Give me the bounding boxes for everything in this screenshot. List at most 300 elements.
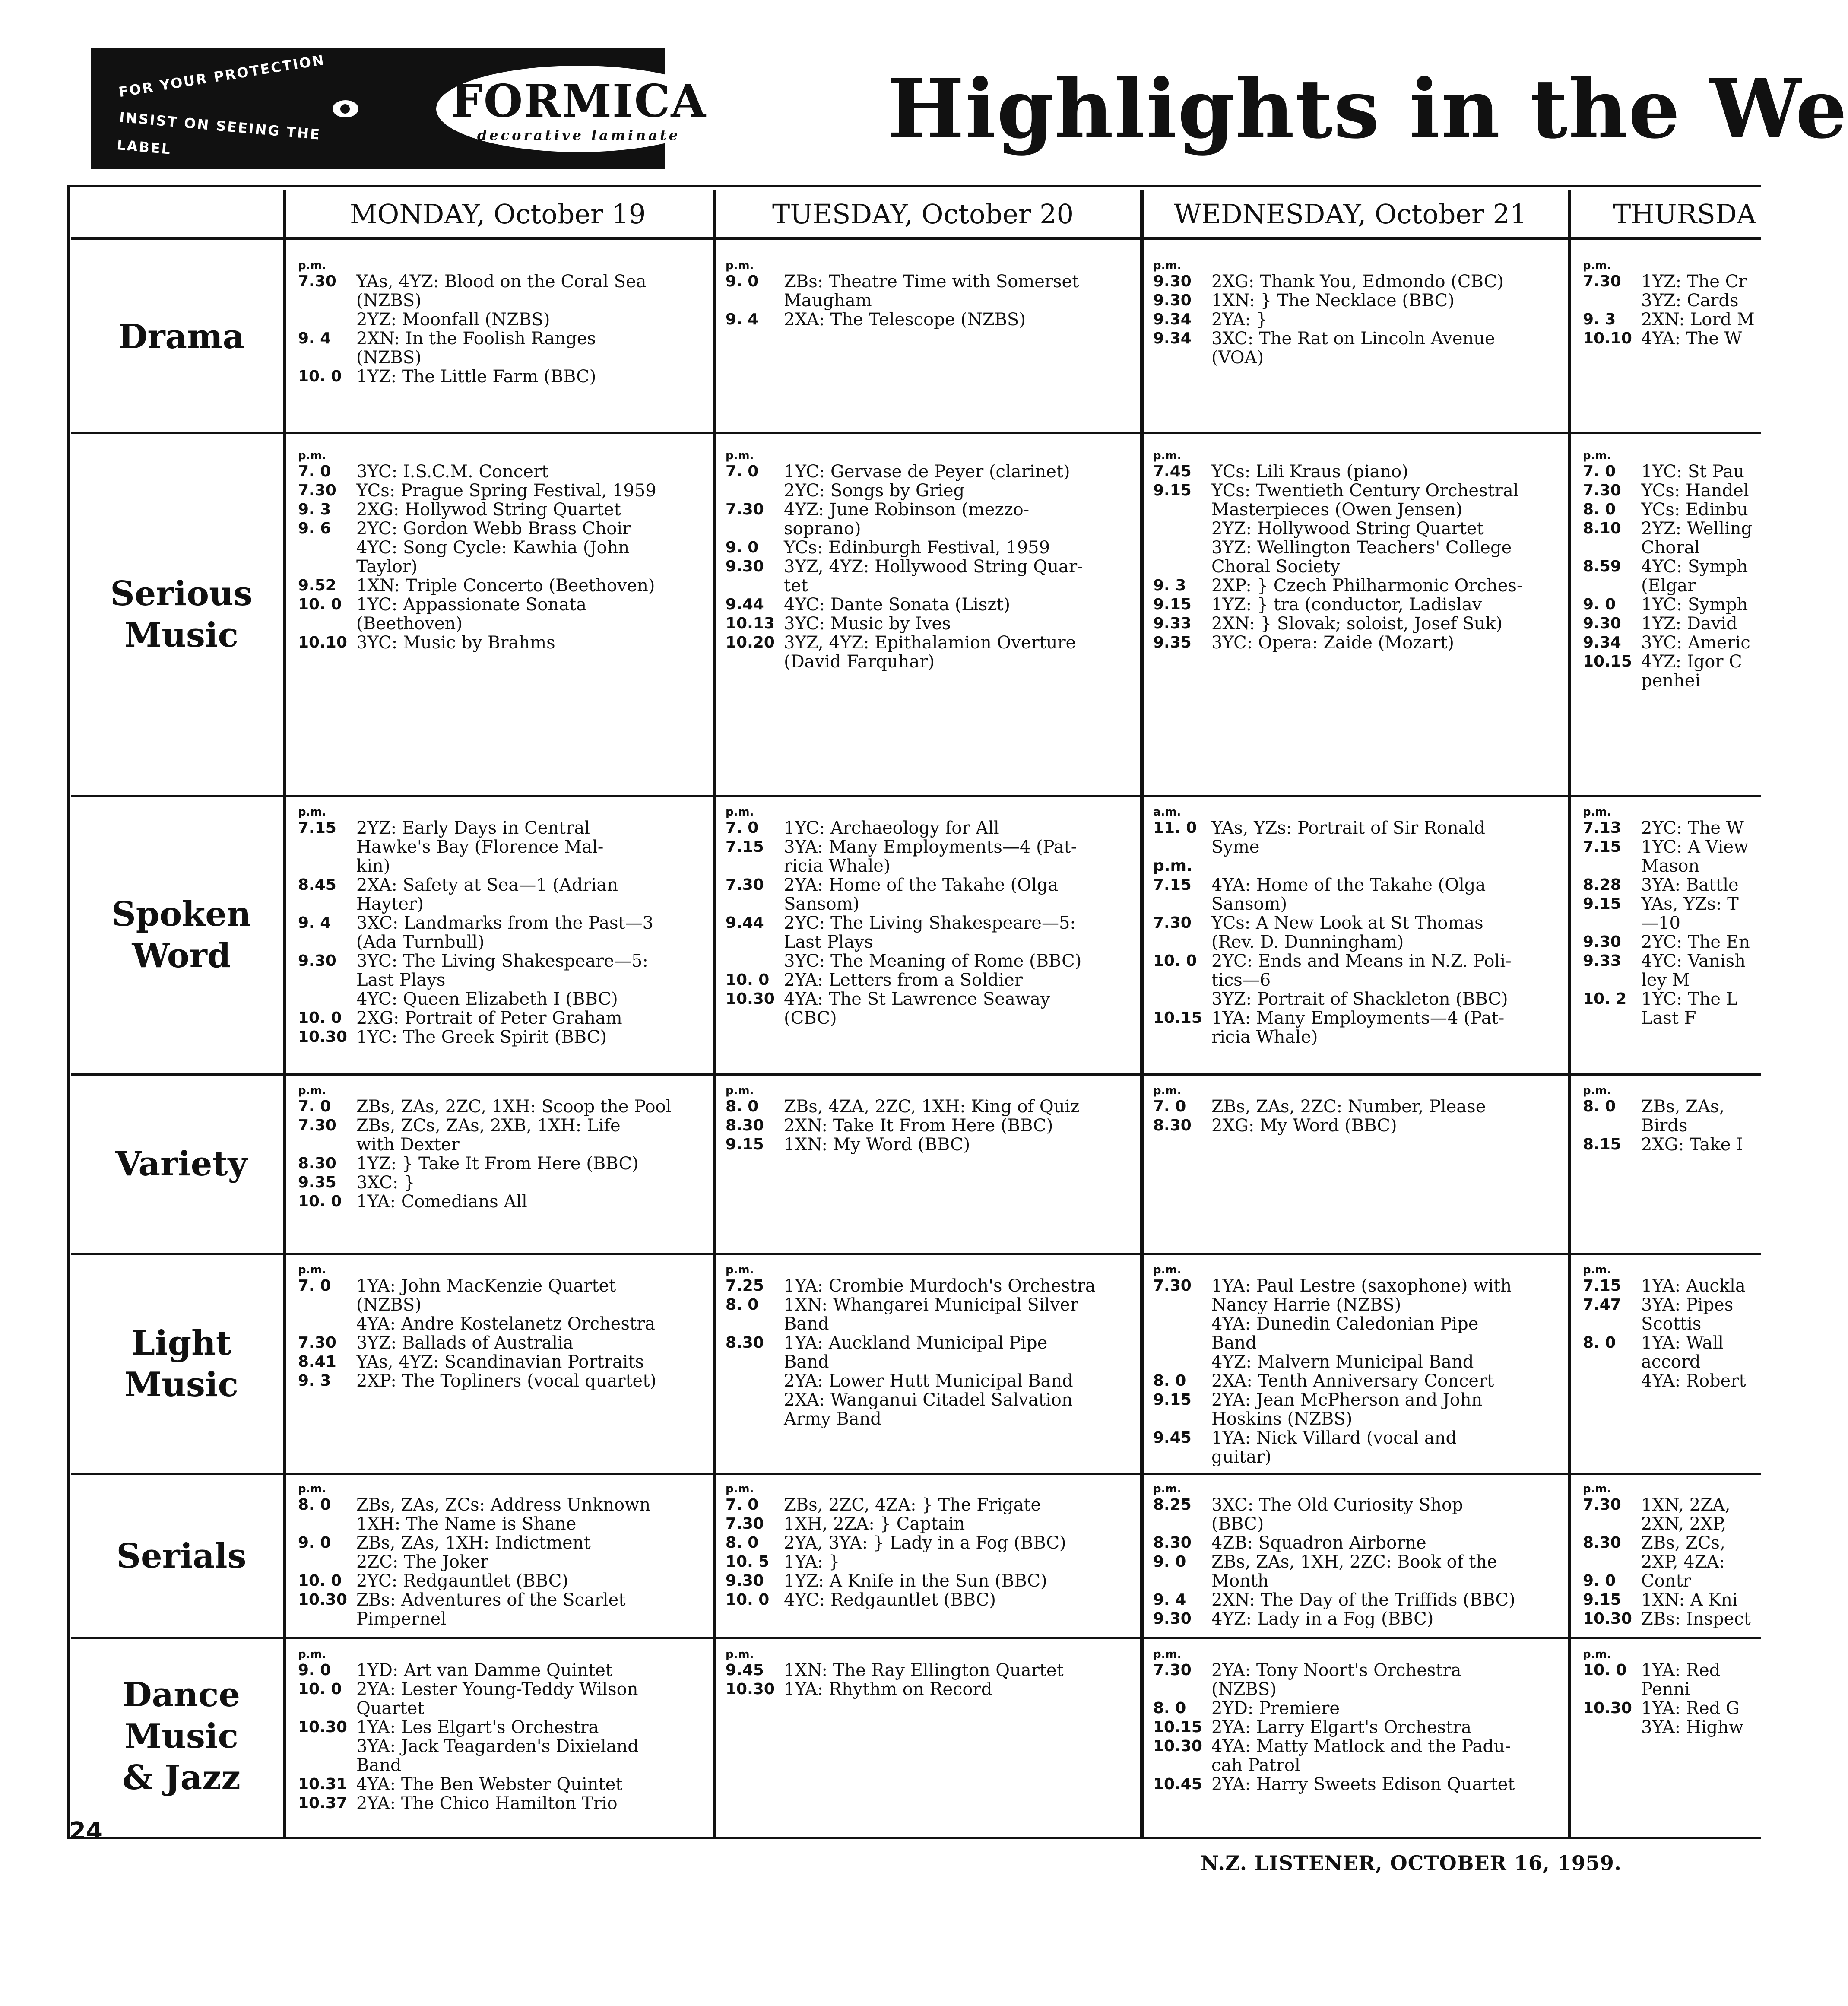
programme-title: 2YC: The En (1641, 932, 1750, 952)
programme-time: 9. 0 (298, 1534, 331, 1552)
cell-spoken-word-monday (298, 806, 710, 1065)
programme-title: 3YZ: Wellington Teachers' College Choral Society (1211, 538, 1512, 577)
programme-time: 9.30 (726, 558, 764, 575)
programme-time (298, 1737, 356, 1775)
programme-entry (298, 1097, 710, 1116)
column-divider-3 (1140, 190, 1144, 1837)
programme-title: 3YA: Highw (1641, 1717, 1744, 1737)
programme-time (1153, 990, 1211, 1009)
programme-time: 8.59 (1583, 558, 1621, 575)
programme-title: YAs, YZs: Portrait of Sir Ronald Syme (1211, 818, 1486, 857)
programme-title: 1YC: A View Mason (1641, 837, 1749, 876)
programme-title: 3YZ: Portrait of Shackleton (BBC) (1211, 989, 1508, 1009)
programme-entry (1153, 1371, 1566, 1390)
programme-time: 9.44 (726, 596, 764, 613)
programme-entry (726, 1333, 1138, 1371)
programme-time: 10.20 (726, 634, 775, 651)
programme-entry (726, 1390, 1138, 1428)
day-header-rule (71, 237, 1761, 240)
programme-time: 8.28 (1583, 876, 1621, 894)
programme-title: 2YA: The Chico Hamilton Trio (356, 1793, 618, 1813)
programme-title: 4YA: Dunedin Caledonian Pipe Band (1211, 1314, 1479, 1353)
programme-entry (1583, 1718, 1761, 1737)
programme-entry (298, 1552, 710, 1571)
programme-entry (1583, 952, 1761, 990)
programme-time: 7.30 (726, 876, 764, 894)
programme-title: 2YD: Premiere (1211, 1698, 1340, 1718)
programme-entry (1153, 1552, 1566, 1590)
programme-entry (726, 1571, 1138, 1590)
programme-title: ZBs, ZCs, 2XP, 4ZA: (1641, 1533, 1725, 1572)
time-period-marker: p.m. (298, 1263, 326, 1276)
programme-entry (726, 1514, 1138, 1533)
programme-time: 8. 0 (726, 1296, 759, 1314)
programme-time: 7. 0 (298, 1098, 331, 1115)
category-serials: Serials (116, 1536, 247, 1576)
grid-bottom-rule (67, 1837, 1761, 1839)
programme-entry (1583, 557, 1761, 595)
programme-time: 10.13 (726, 615, 775, 632)
programme-entry (1583, 310, 1761, 329)
programme-time: 10. 0 (1583, 1661, 1627, 1679)
programme-title: 1YA: John MacKenzie Quartet (NZBS) (356, 1276, 616, 1315)
programme-entry (1583, 1495, 1761, 1533)
cell-drama-thursday (1583, 259, 1761, 428)
programme-time: 9.34 (1153, 330, 1192, 347)
programme-title: 2YA: Harry Sweets Edison Quartet (1211, 1774, 1515, 1794)
formica-logo (436, 66, 721, 152)
programme-title: 1YA: Wall accord (1641, 1333, 1724, 1372)
programme-time: 7.30 (298, 482, 336, 499)
programme-entry (1153, 1590, 1566, 1609)
programme-title: 2XN: Take It From Here (BBC) (784, 1116, 1053, 1136)
cell-serials-monday (298, 1482, 710, 1634)
time-period-marker: p.m. (1153, 449, 1182, 462)
programme-time: 9. 6 (298, 520, 331, 537)
programme-time: 8. 0 (1583, 1098, 1616, 1115)
programme-title: 4YC: Redgauntlet (BBC) (784, 1590, 996, 1610)
programme-entry (726, 310, 1138, 329)
programme-title: 1XN: } The Necklace (BBC) (1211, 291, 1455, 311)
programme-title: 3YZ: Ballads of Australia (356, 1333, 574, 1353)
day-header-thursday: THURSDA (1613, 198, 1756, 230)
programme-title: 1YD: Art van Damme Quintet (356, 1660, 612, 1680)
programme-entry (726, 481, 1138, 500)
programme-title: 2YA: Lower Hutt Municipal Band (784, 1371, 1073, 1391)
programme-time: 9.34 (1153, 311, 1192, 328)
programme-title: 1XN, 2ZA, 2XN, 2XP, (1641, 1495, 1731, 1534)
programme-time: 10. 2 (1583, 990, 1627, 1008)
programme-time: 9. 4 (298, 914, 331, 932)
programme-entry (1583, 1699, 1761, 1718)
programme-time (298, 990, 356, 1009)
programme-entry (298, 1718, 710, 1737)
programme-entry (1583, 1590, 1761, 1609)
programme-time: 9. 4 (726, 311, 759, 328)
programme-time: 9.15 (1583, 1591, 1621, 1609)
programme-title: 2YZ: Moonfall (NZBS) (356, 310, 550, 330)
cell-light-music-monday (298, 1263, 710, 1466)
programme-title: 2ZC: The Joker (356, 1552, 489, 1572)
programme-entry (1153, 876, 1566, 914)
programme-title: 1YA: Red Penni (1641, 1660, 1721, 1699)
programme-time: 9.30 (1153, 292, 1192, 309)
programme-time: 9.35 (298, 1174, 336, 1191)
programme-title: 2XA: Tenth Anniversary Concert (1211, 1371, 1494, 1391)
programme-time: 10. 0 (298, 1009, 342, 1027)
programme-title: 1YA: } (784, 1552, 840, 1572)
programme-time: 10.15 (1153, 1718, 1202, 1736)
programme-time: 10.30 (1583, 1610, 1632, 1628)
programme-entry (1153, 595, 1566, 614)
programme-entry (1583, 1135, 1761, 1154)
programme-entry (298, 1571, 710, 1590)
programme-entry (1583, 895, 1761, 933)
programme-title: YAs, YZs: T —10 (1641, 894, 1739, 933)
ad-tagline-2: INSIST ON SEEING THE LABEL (116, 109, 322, 158)
programme-title: 1YA: Crombie Murdoch's Orchestra (784, 1276, 1096, 1296)
time-period-marker: p.m. (298, 1084, 326, 1097)
programme-entry (1153, 914, 1566, 952)
programme-entry (1153, 291, 1566, 310)
programme-entry (1153, 614, 1566, 633)
programme-entry (298, 500, 710, 519)
programme-time: 9. 0 (1583, 1572, 1616, 1590)
programme-time: 10.30 (298, 1591, 347, 1609)
programme-title: 2YC: Ends and Means in N.Z. Poli- tics—6 (1211, 951, 1512, 990)
programme-time (1153, 519, 1211, 538)
programme-entry (726, 914, 1138, 952)
programme-title: 1YC: Archaeology for All (784, 818, 999, 838)
programme-time: 10.15 (1583, 653, 1632, 670)
programme-title: 3YC: Music by Ives (784, 614, 951, 634)
programme-entry (1583, 1333, 1761, 1371)
programme-title: 1YC: The L Last F (1641, 989, 1738, 1028)
time-period-marker: p.m. (726, 1648, 754, 1661)
cell-serious-music-monday (298, 449, 710, 786)
day-header-wednesday: WEDNESDAY, October 21 (1174, 198, 1527, 230)
programme-time: 8. 0 (1583, 501, 1616, 518)
programme-entry (1153, 1097, 1566, 1116)
programme-title: 2XG: Portrait of Peter Graham (356, 1008, 622, 1028)
programme-title: ZBs, 2ZC, 4ZA: } The Frigate (784, 1495, 1041, 1515)
programme-title: 1YC: Symph (1641, 595, 1748, 615)
programme-entry (1583, 614, 1761, 633)
programme-title: 1YA: Many Employments—4 (Pat- ricia Whale) (1211, 1008, 1505, 1047)
programme-entry (298, 519, 710, 538)
programme-title: 1YA: Nick Villard (vocal and guitar) (1211, 1428, 1457, 1467)
programme-title: 4YZ: June Robinson (mezzo- soprano) (784, 500, 1030, 539)
programme-time: 7.30 (1583, 273, 1621, 290)
programme-title: 1XN: A Kni (1641, 1590, 1738, 1610)
time-period-marker: p.m. (1153, 1084, 1182, 1097)
programme-time: 9.35 (1153, 634, 1192, 651)
programme-entry (1153, 1661, 1566, 1699)
programme-time: 8.30 (1583, 1534, 1621, 1552)
programme-time: 9.30 (298, 952, 336, 970)
programme-entry (298, 1333, 710, 1352)
programme-time (298, 1552, 356, 1571)
programme-time: 8.10 (1583, 520, 1621, 537)
programme-entry (1153, 310, 1566, 329)
programme-entry (298, 1276, 710, 1314)
programme-entry (298, 819, 710, 876)
programme-title: ZBs, ZAs, 2ZC, 1XH: Scoop the Pool (356, 1097, 672, 1117)
programme-entry (1583, 1533, 1761, 1571)
cell-drama-wednesday (1153, 259, 1566, 428)
programme-time (1153, 1314, 1211, 1352)
programme-title: 4YC: Vanish ley M (1641, 951, 1746, 990)
cell-light-music-tuesday (726, 1263, 1138, 1466)
programme-entry (298, 310, 710, 329)
programme-title: 2YA: Jean McPherson and John Hoskins (NZBS) (1211, 1390, 1483, 1429)
cell-serious-music-wednesday (1153, 449, 1566, 786)
programme-time: 7.15 (1153, 876, 1192, 894)
programme-time: 7.25 (726, 1277, 764, 1295)
programme-title: 2YC: Gordon Webb Brass Choir (356, 519, 631, 539)
programme-time: 7.15 (1583, 1277, 1621, 1295)
programme-entry (1583, 933, 1761, 952)
programme-entry (298, 1352, 710, 1371)
programme-entry (1583, 819, 1761, 838)
programme-title: 2XN: The Day of the Triffids (BBC) (1211, 1590, 1515, 1610)
programme-time: 8. 0 (1153, 1372, 1186, 1390)
row-divider-2 (71, 795, 1761, 797)
programme-time: 10. 0 (298, 1680, 342, 1698)
programme-entry (298, 1116, 710, 1154)
programme-time: 7. 0 (726, 463, 759, 480)
programme-entry (1583, 519, 1761, 557)
time-period-marker: p.m. (726, 1084, 754, 1097)
programme-entry (1153, 481, 1566, 519)
programme-time: 9. 3 (1583, 311, 1616, 328)
cell-variety-tuesday (726, 1084, 1138, 1246)
programme-title: 3YA: Pipes Scottis (1641, 1295, 1734, 1334)
programme-title: 2XG: Take I (1641, 1135, 1743, 1155)
cell-light-music-wednesday (1153, 1263, 1566, 1466)
programme-title: 4YA: Matty Matlock and the Padu- cah Patrol (1211, 1736, 1511, 1775)
programme-title: 3YZ: Cards (1641, 291, 1739, 311)
cell-drama-tuesday (726, 259, 1138, 428)
programme-entry (1583, 838, 1761, 876)
programme-entry (726, 595, 1138, 614)
programme-time: 7.30 (1153, 1277, 1192, 1295)
programme-time (298, 310, 356, 329)
programme-title: 4YC: Dante Sonata (Liszt) (784, 595, 1011, 615)
programme-time: 7.30 (1153, 1661, 1192, 1679)
programme-time: 10. 0 (298, 1572, 342, 1590)
programme-entry (726, 538, 1138, 557)
programme-entry (1583, 990, 1761, 1028)
time-period-marker: p.m. (1153, 1263, 1182, 1276)
programme-time: 9. 0 (726, 539, 759, 556)
category-serious-music: Serious Music (110, 574, 253, 655)
programme-title: 2YA: } (1211, 310, 1268, 330)
programme-time: 9. 3 (298, 501, 331, 518)
time-period-marker: p.m. (726, 259, 754, 272)
cell-spoken-word-thursday (1583, 806, 1761, 1065)
programme-title: 3XC: } (356, 1173, 415, 1193)
programme-entry (298, 1794, 710, 1813)
programme-entry (298, 481, 710, 500)
time-period-marker: p.m. (1153, 1482, 1182, 1495)
programme-title: 2XA: Wanganui Citadel Salvation Army Band (784, 1390, 1073, 1429)
programme-entry (726, 1371, 1138, 1390)
programme-time: 7. 0 (726, 819, 759, 837)
programme-time: 9. 0 (298, 1661, 331, 1679)
programme-title: 1YA: Paul Lestre (saxophone) with Nancy Harrie (NZBS) (1211, 1276, 1512, 1315)
programme-title: 2YC: Redgauntlet (BBC) (356, 1571, 568, 1591)
programme-time: 9.44 (726, 914, 764, 932)
programme-title: 1XH, 2ZA: } Captain (784, 1514, 965, 1534)
programme-title: YCs: Handel (1641, 481, 1749, 501)
programme-entry (298, 1192, 710, 1211)
cell-serious-music-thursday (1583, 449, 1761, 786)
programme-entry (726, 1680, 1138, 1699)
time-period-marker: p.m. (1583, 259, 1611, 272)
programme-entry (726, 819, 1138, 838)
programme-title: ZBs, ZAs, Birds (1641, 1097, 1725, 1136)
programme-time: 10.30 (1583, 1699, 1632, 1717)
category-variety: Variety (115, 1144, 247, 1184)
programme-title: 2YC: Songs by Grieg (784, 481, 965, 501)
programme-time: 7.30 (1583, 1496, 1621, 1514)
programme-time: 10. 0 (298, 596, 342, 613)
ad-tagline-1: FOR YOUR PROTECTION (117, 51, 326, 101)
programme-time: 7.47 (1583, 1296, 1621, 1314)
programme-entry (1583, 1661, 1761, 1699)
time-period-marker: p.m. (298, 806, 326, 819)
programme-title: 3YC: Americ (1641, 633, 1750, 653)
programme-title: 2YZ: Hollywood String Quartet (1211, 519, 1484, 539)
programme-time (1583, 1718, 1641, 1737)
brand-name: FORMICA (450, 74, 707, 127)
programme-entry (726, 1533, 1138, 1552)
programme-time: 8.30 (726, 1117, 764, 1134)
programme-time: 9.30 (1583, 615, 1621, 632)
programme-entry (726, 1276, 1138, 1295)
programme-title: 1YZ: David (1641, 614, 1737, 634)
programme-time: 8.41 (298, 1353, 336, 1371)
time-period-marker: p.m. (1583, 1084, 1611, 1097)
time-period-marker: p.m. (1153, 259, 1182, 272)
programme-time: 9.15 (1153, 482, 1192, 499)
programme-time: 9.33 (1583, 952, 1621, 970)
programme-title: 2XP: The Topliners (vocal quartet) (356, 1371, 656, 1391)
programme-time: 7.30 (1153, 914, 1192, 932)
programme-title: YCs: Lili Kraus (piano) (1211, 462, 1408, 482)
programme-entry (1153, 1718, 1566, 1737)
programme-title: 2YA, 3YA: } Lady in a Fog (BBC) (784, 1533, 1066, 1553)
programme-title: 3YC: The Living Shakespeare—5: Last Plays (356, 951, 648, 990)
programme-title: 1YC: Appassionate Sonata (Beethoven) (356, 595, 586, 634)
programme-time: 10.10 (298, 634, 347, 651)
programme-time: 8.30 (726, 1334, 764, 1352)
programme-time: 10. 0 (298, 368, 342, 385)
programme-entry (726, 952, 1138, 971)
programme-entry (1153, 990, 1566, 1009)
programme-title: 4YZ: Malvern Municipal Band (1211, 1352, 1474, 1372)
programme-time: 9.52 (298, 577, 336, 594)
programme-title: 4YA: Andre Kostelanetz Orchestra (356, 1314, 656, 1334)
programme-time: 10.31 (298, 1775, 347, 1793)
programme-time: 8.15 (1583, 1136, 1621, 1153)
programme-time: 8.30 (1153, 1117, 1192, 1134)
programme-time (1153, 1352, 1211, 1371)
programme-entry (726, 1295, 1138, 1333)
programme-entry (726, 500, 1138, 538)
programme-entry (1153, 857, 1566, 876)
row-divider-4 (71, 1253, 1761, 1255)
programme-entry (726, 1135, 1138, 1154)
programme-time: 8. 0 (1153, 1699, 1186, 1717)
programme-entry (1583, 876, 1761, 895)
time-period-marker: p.m. (1583, 1482, 1611, 1495)
programme-time: 10.10 (1583, 330, 1632, 347)
programme-title: 1YZ: A Knife in the Sun (BBC) (784, 1571, 1047, 1591)
programme-entry (298, 462, 710, 481)
programme-entry (1153, 1390, 1566, 1428)
time-period-marker: a.m. (1153, 806, 1181, 819)
programme-entry (1583, 500, 1761, 519)
programme-time: 7.30 (298, 273, 336, 290)
programme-entry (298, 538, 710, 576)
time-period-marker: p.m. (1153, 1648, 1182, 1661)
programme-entry (1153, 576, 1566, 595)
programme-title: 2XP: } Czech Philharmonic Orches- (1211, 576, 1523, 596)
programme-title: 4YA: Home of the Takahe (Olga Sansom) (1211, 875, 1486, 914)
programme-entry (298, 633, 710, 652)
programme-title: ZBs, ZCs, ZAs, 2XB, 1XH: Life with Dexter (356, 1116, 621, 1155)
cell-serious-music-tuesday (726, 449, 1138, 786)
programme-time: 7.30 (298, 1117, 336, 1134)
programme-time: 9.30 (1153, 1610, 1192, 1628)
programme-entry (1583, 481, 1761, 500)
cell-drama-monday (298, 259, 710, 428)
programme-title: 2XN: Lord M (1641, 310, 1755, 330)
cell-variety-wednesday (1153, 1084, 1566, 1246)
day-header-tuesday: TUESDAY, October 20 (772, 198, 1074, 230)
programme-title: ZBs, ZAs, 1XH: Indictment (356, 1533, 591, 1553)
grid-top-rule (67, 185, 1761, 187)
programme-time: 8.30 (1153, 1534, 1192, 1552)
programme-title: ZBs: Theatre Time with Somerset Maugham (784, 272, 1079, 311)
programme-title: 2YA: Home of the Takahe (Olga Sansom) (784, 875, 1059, 914)
programme-entry (1583, 595, 1761, 614)
programme-entry (1153, 1314, 1566, 1352)
programme-entry (1583, 633, 1761, 652)
programme-time: 7. 0 (1153, 1098, 1186, 1115)
cell-serials-wednesday (1153, 1482, 1566, 1634)
brand-subtitle: decorative laminate (477, 127, 681, 143)
programme-entry (1153, 1495, 1566, 1533)
programme-title: 1YA: Auckla (1641, 1276, 1746, 1296)
programme-title: 2YZ: Welling Choral (1641, 519, 1753, 558)
programme-time: 9.45 (1153, 1429, 1192, 1447)
programme-time (726, 481, 784, 500)
programme-time (1583, 1371, 1641, 1390)
programme-title: 4YA: The Ben Webster Quintet (356, 1774, 623, 1794)
programme-entry (1583, 1571, 1761, 1590)
grid-left-rule (67, 185, 70, 1839)
programme-entry (1153, 1699, 1566, 1718)
page-headline: Highlights in the We (888, 61, 1848, 157)
programme-time: 7.45 (1153, 463, 1192, 480)
programme-time: 9.30 (726, 1572, 764, 1590)
programme-entry (726, 971, 1138, 990)
category-light-music: Light Music (124, 1323, 239, 1404)
programme-entry (1583, 462, 1761, 481)
